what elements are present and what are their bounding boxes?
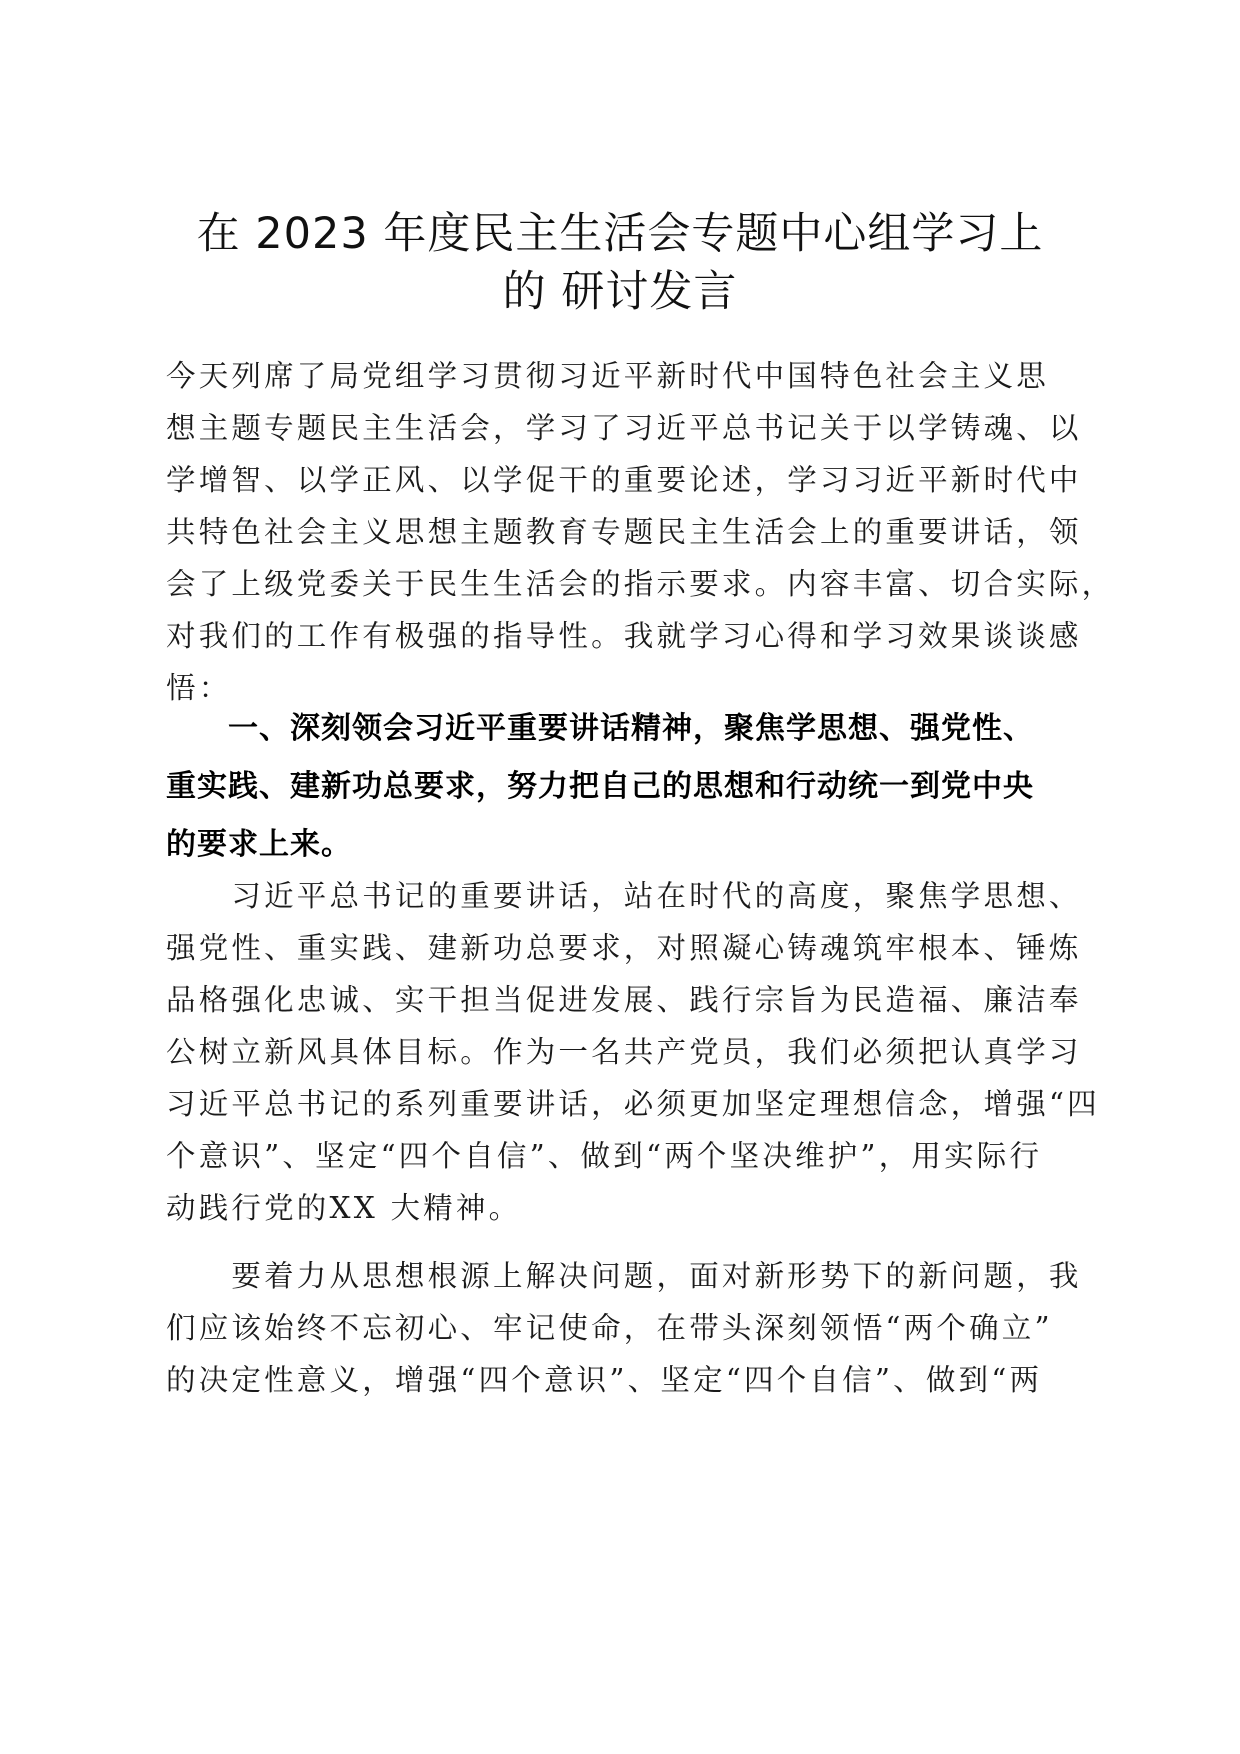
text-line: 品格强化忠诚、实干担当促进发展、践行宗旨为民造福、廉洁奉 bbox=[166, 983, 1082, 1017]
text-line: 的决定性意义，增强“四个意识”、坚定“四个自信”、做到“两 bbox=[166, 1363, 1043, 1397]
text-line: 学增智、以学正风、以学促干的重要论述，学习习近平新时代中 bbox=[166, 463, 1082, 497]
section-1-paragraph-2 bbox=[166, 1250, 1091, 1406]
heading-line: 一、深刻领会习近平重要讲话精神，聚焦学思想、强党性、 bbox=[166, 711, 1034, 746]
heading-line: 的要求上来。 bbox=[166, 827, 352, 862]
text-line: 习近平总书记的系列重要讲话，必须更加坚定理想信念，增强“四 bbox=[166, 1087, 1100, 1121]
text-line: 共特色社会主义思想主题教育专题民主生活会上的重要讲话，领 bbox=[166, 515, 1082, 549]
text-line: 今天列席了局党组学习贯彻习近平新时代中国特色社会主义思 bbox=[166, 359, 1049, 393]
intro-paragraph bbox=[166, 350, 1115, 714]
text-line: 对我们的工作有极强的指导性。我就学习心得和学习效果谈谈感 bbox=[166, 619, 1082, 653]
text-line: 们应该始终不忘初心、牢记使命，在带头深刻领悟“两个确立” bbox=[166, 1311, 1053, 1345]
text-line: 会了上级党委关于民生生活会的指示要求。内容丰富、切合实际， bbox=[166, 567, 1115, 601]
title-line: 的 研讨发言 bbox=[502, 267, 738, 317]
text-line: 动践行党的XX 大精神。 bbox=[166, 1191, 522, 1225]
title-line: 在 2023 年度民主生活会专题中心组学习上 bbox=[196, 209, 1044, 259]
text-line: 个意识”、坚定“四个自信”、做到“两个坚决维护”，用实际行 bbox=[166, 1139, 1043, 1173]
text-line: 悟： bbox=[166, 671, 232, 705]
heading-line: 重实践、建新功总要求，努力把自己的思想和行动统一到党中央 bbox=[166, 769, 1034, 804]
text-line: 想主题专题民主生活会，学习了习近平总书记关于以学铸魂、以 bbox=[166, 411, 1082, 445]
text-line: 习近平总书记的重要讲话，站在时代的高度，聚焦学思想、 bbox=[166, 879, 1082, 913]
document-title bbox=[160, 205, 1080, 321]
text-line: 要着力从思想根源上解决问题，面对新形势下的新问题，我 bbox=[166, 1259, 1082, 1293]
text-line: 强党性、重实践、建新功总要求，对照凝心铸魂筑牢根本、锤炼 bbox=[166, 931, 1082, 965]
section-1-paragraph-1 bbox=[166, 870, 1100, 1234]
text-line: 公树立新风具体目标。作为一名共产党员，我们必须把认真学习 bbox=[166, 1035, 1082, 1069]
section-1-heading bbox=[166, 700, 1091, 874]
